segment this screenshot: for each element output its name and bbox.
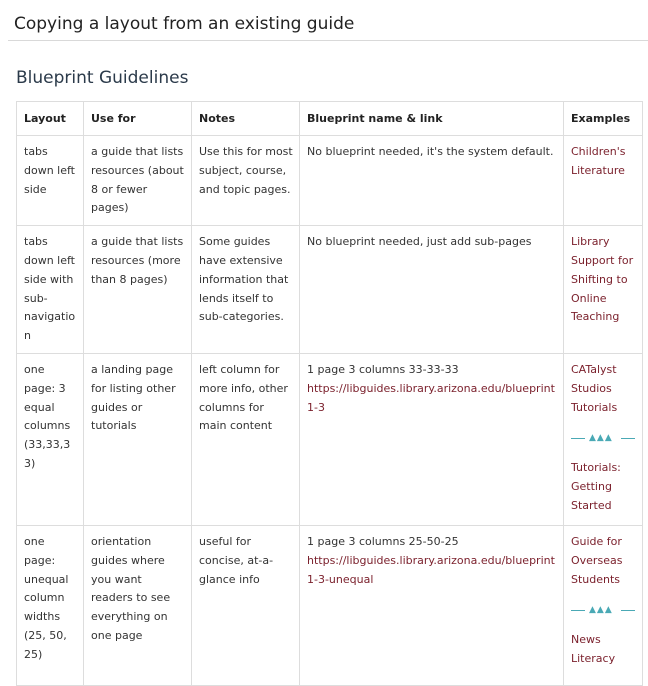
table-header-row [17,102,643,136]
divider-dots-icon: ▲▲▲ [589,433,613,444]
blueprint-text: No blueprint needed, it's the system default. [307,145,554,158]
cell-notes: Use this for most subject, course, and topic pages. [192,136,300,226]
cell-notes: left column for more info, other columns for main content [192,353,300,525]
cell-use-for: a landing page for listing other guides or tutorials [84,353,192,525]
example-link-tutorials-getting-started[interactable]: Tutorials: Getting Started [571,461,621,512]
cell-examples [564,525,643,685]
page-header [8,0,648,41]
cell-blueprint [300,226,564,354]
separator-divider [571,429,636,447]
header-blueprint: Blueprint name & link [300,102,564,136]
cell-notes: Some guides have extensive information that lends itself to sub-categories. [192,226,300,354]
table-row [17,226,643,354]
blueprint-text: 1 page 3 columns 25-50-25 [307,534,459,548]
table-row [17,525,643,685]
example-link-news-literacy[interactable]: News Literacy [571,633,616,666]
header-use-for: Use for [84,102,192,136]
example-link-catalyst-studios[interactable]: CATalyst Studios Tutorials [571,362,618,414]
cell-blueprint [300,353,564,525]
cell-use-for: a guide that lists resources (more than 8 pages) [84,226,192,354]
divider-dots-icon: ▲▲▲ [589,605,613,616]
example-link-childrens-literature[interactable]: Children's Literature [571,145,626,177]
example-link-library-support[interactable]: Library Support for Shifting to Online Teaching [571,235,634,324]
cell-examples [564,226,643,354]
cell-notes: useful for concise, at-a-glance info [192,525,300,685]
table-row [17,353,643,525]
cell-use-for: a guide that lists resources (about 8 or fewer pages) [84,136,192,226]
blueprint-link[interactable]: https://libguides.library.arizona.edu/blueprint1-3-unequal [307,553,555,586]
table-row [17,136,643,226]
header-layout: Layout [17,102,84,136]
example-link-overseas-students[interactable]: Guide for Overseas Students [571,534,623,586]
blueprint-text: 1 page 3 columns 33-33-33 [307,362,459,376]
cell-layout: tabs down left side with sub-navigation [17,226,84,354]
page-title: Copying a layout from an existing guide [14,14,355,34]
cell-layout: one page: unequal column widths (25, 50, 25) [17,525,84,685]
header-notes: Notes [192,102,300,136]
blueprint-link[interactable]: https://libguides.library.arizona.edu/blueprint1-3 [307,381,555,414]
section-title: Blueprint Guidelines [16,68,189,88]
blueprint-guidelines-table [16,101,643,686]
cell-layout: tabs down left side [17,136,84,226]
cell-use-for: orientation guides where you want readers to see everything on one page [84,525,192,685]
separator-divider [571,601,636,619]
cell-examples [564,353,643,525]
cell-blueprint [300,525,564,685]
cell-blueprint [300,136,564,226]
blueprint-text: No blueprint needed, just add sub-pages [307,235,532,249]
cell-layout: one page: 3 equal columns (33,33,33) [17,353,84,525]
header-examples: Examples [564,102,643,136]
cell-examples [564,136,643,226]
